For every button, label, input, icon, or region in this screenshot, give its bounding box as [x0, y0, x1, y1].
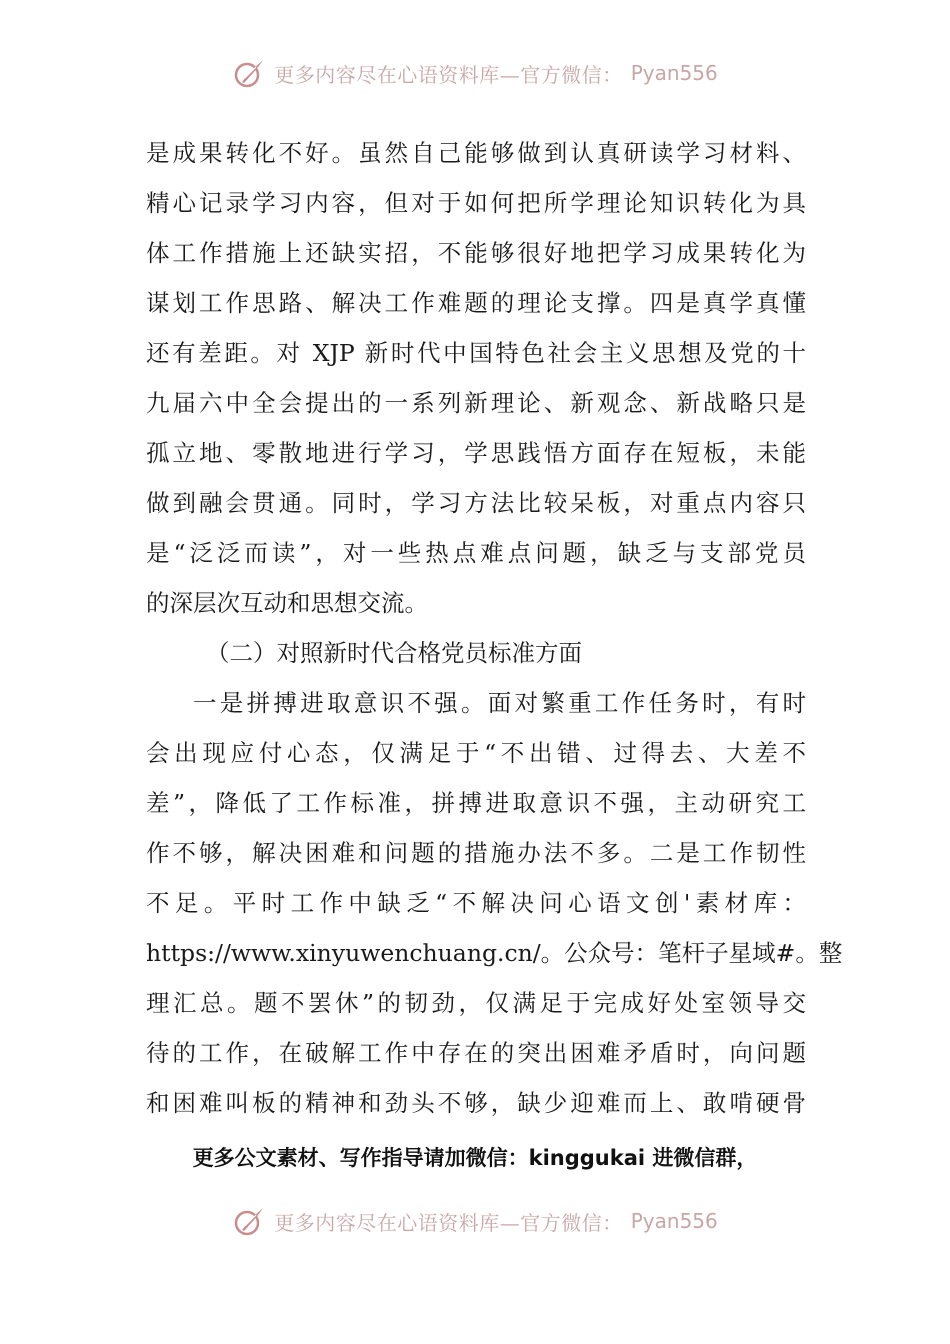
body-line: 是“泛泛而读”，对一些热点难点问题，缺乏与支部党员 [146, 539, 806, 567]
body-line: 的深层次互动和思想交流。 [146, 589, 428, 617]
document-body [146, 128, 843, 1128]
body-line: 体工作措施上还缺实招，不能够很好地把学习成果转化为 [146, 239, 806, 267]
body-line: 精心记录学习内容，但对于如何把所学理论知识转化为具 [146, 189, 806, 217]
watermark-wechat-id: Pyan556 [630, 61, 718, 85]
watermark-wechat-id: Pyan556 [630, 1209, 718, 1233]
feather-logo-icon [232, 1204, 266, 1238]
feather-logo-icon [232, 56, 266, 90]
promo-banner: 更多公文素材、写作指导请加微信：kinggukai 进微信群， [192, 1146, 758, 1170]
body-line: 孤立地、零散地进行学习，学思践悟方面存在短板，未能 [146, 439, 806, 467]
body-line: 一是拼搏进取意识不强。面对繁重工作任务时，有时 [193, 689, 806, 717]
body-line: 作不够，解决困难和问题的措施办法不多。二是工作韧性 [146, 839, 806, 867]
body-line: 做到融会贯通。同时，学习方法比较呆板，对重点内容只 [146, 489, 806, 517]
body-line: 不足。平时工作中缺乏“不解决问心语文创'素材库： [146, 889, 806, 917]
body-line: 和困难叫板的精神和劲头不够，缺少迎难而上、敢啃硬骨 [146, 1089, 806, 1117]
body-line: 还有差距。对 XJP 新时代中国特色社会主义思想及党的十 [146, 339, 806, 367]
body-line: 谋划工作思路、解决工作难题的理论支撑。四是真学真懂 [146, 289, 806, 317]
body-line: 会出现应付心态，仅满足于“不出错、过得去、大差不 [146, 739, 806, 767]
watermark-text: 更多内容尽在心语资料库—官方微信： [274, 1210, 623, 1235]
body-line: 差”，降低了工作标准，拼搏进取意识不强，主动研究工 [146, 789, 806, 817]
footer-watermark [0, 1204, 950, 1238]
body-line: 是成果转化不好。虽然自己能够做到认真研读学习材料、 [146, 139, 806, 167]
body-line: 九届六中全会提出的一系列新理论、新观念、新战略只是 [146, 389, 806, 417]
watermark-text: 更多内容尽在心语资料库—官方微信： [274, 62, 623, 87]
body-line: 待的工作，在破解工作中存在的突出困难矛盾时，向问题 [146, 1039, 806, 1067]
body-line: 理汇总。题不罢休”的韧劲，仅满足于完成好处室领导交 [146, 989, 806, 1017]
section-heading: （二）对照新时代合格党员标准方面 [206, 639, 582, 667]
header-watermark [0, 56, 950, 90]
body-line: https://www.xinyuwenchuang.cn/。公众号：笔杆子星域#。整 [146, 939, 843, 967]
